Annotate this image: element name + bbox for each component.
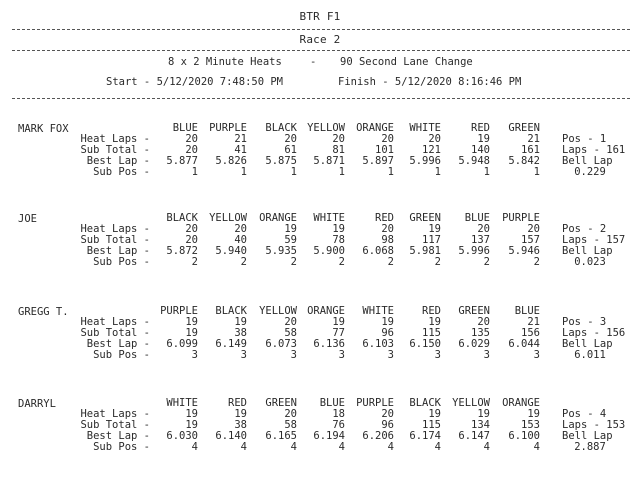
heat-laps-value: 20 [284, 316, 297, 328]
heat-laps-value: 18 [332, 408, 345, 420]
best-lap-value: 6.174 [409, 430, 441, 442]
heat-laps-value: 21 [527, 133, 540, 145]
sub-pos-value: 3 [290, 349, 297, 361]
sub-total-value: 20 [185, 144, 198, 156]
best-lap-value: 6.147 [458, 430, 490, 442]
position-summary: Pos - 4 [562, 408, 607, 420]
lane-header: PURPLE [209, 122, 247, 134]
sub-pos-label: Sub Pos - [93, 349, 150, 361]
heat-laps-label: Heat Laps - [80, 133, 150, 145]
lane-header: BLUE [514, 305, 540, 317]
sub-total-value: 101 [375, 144, 394, 156]
best-lap-value: 5.996 [458, 245, 490, 257]
divider [12, 98, 630, 99]
bell-lap-label: Bell Lap [562, 155, 613, 167]
sub-total-label: Sub Total - [80, 419, 150, 431]
heat-laps-value: 20 [284, 133, 297, 145]
sub-pos-value: 3 [387, 349, 394, 361]
sub-pos-value: 3 [338, 349, 345, 361]
position-summary: Pos - 2 [562, 223, 607, 235]
sub-pos-value: 4 [533, 441, 540, 453]
sub-total-label: Sub Total - [80, 144, 150, 156]
best-lap-value: 5.996 [409, 155, 441, 167]
laps-summary: Laps - 161 [562, 144, 626, 156]
sub-total-value: 38 [234, 327, 247, 339]
sub-total-value: 59 [284, 234, 297, 246]
heat-laps-value: 20 [477, 223, 490, 235]
lane-header: BLACK [409, 397, 441, 409]
sub-total-value: 96 [381, 327, 394, 339]
laps-summary: Laps - 153 [562, 419, 626, 431]
sub-pos-value: 1 [483, 166, 490, 178]
heat-laps-label: Heat Laps - [80, 408, 150, 420]
best-lap-value: 5.877 [166, 155, 198, 167]
best-lap-value: 6.149 [215, 338, 247, 350]
sub-pos-value: 1 [191, 166, 198, 178]
lane-header: WHITE [166, 397, 198, 409]
lane-header: GREEN [265, 397, 297, 409]
best-lap-value: 5.948 [458, 155, 490, 167]
sub-pos-value: 1 [338, 166, 345, 178]
lane-header: ORANGE [259, 212, 297, 224]
best-lap-value: 6.073 [265, 338, 297, 350]
sub-pos-value: 2 [191, 256, 198, 268]
lane-header: RED [422, 305, 441, 317]
best-lap-value: 5.875 [265, 155, 297, 167]
lane-header: WHITE [313, 212, 345, 224]
bell-lap-label: Bell Lap [562, 430, 613, 442]
sub-pos-value: 2 [290, 256, 297, 268]
best-lap-value: 6.194 [313, 430, 345, 442]
lane-header: ORANGE [307, 305, 345, 317]
lane-header: PURPLE [160, 305, 198, 317]
best-lap-label: Best Lap - [86, 338, 150, 350]
heat-laps-label: Heat Laps - [80, 223, 150, 235]
sub-total-value: 19 [185, 327, 198, 339]
sub-total-value: 78 [332, 234, 345, 246]
bell-lap-value: 6.011 [574, 349, 606, 361]
sub-pos-value: 1 [290, 166, 297, 178]
lane-header: WHITE [362, 305, 394, 317]
best-lap-value: 6.165 [265, 430, 297, 442]
sub-total-value: 117 [422, 234, 441, 246]
heat-laps-value: 20 [185, 133, 198, 145]
laps-summary: Laps - 156 [562, 327, 626, 339]
laps-summary: Laps - 157 [562, 234, 626, 246]
heat-laps-value: 20 [284, 408, 297, 420]
heat-laps-value: 20 [381, 223, 394, 235]
sub-pos-value: 1 [240, 166, 247, 178]
sub-total-value: 156 [521, 327, 540, 339]
lane-header: RED [228, 397, 247, 409]
best-lap-value: 6.150 [409, 338, 441, 350]
divider [12, 50, 630, 51]
best-lap-label: Best Lap - [86, 245, 150, 257]
sub-pos-label: Sub Pos - [93, 166, 150, 178]
lane-header: ORANGE [356, 122, 394, 134]
sub-total-value: 140 [471, 144, 490, 156]
race-name: Race 2 [299, 33, 341, 46]
best-lap-label: Best Lap - [86, 430, 150, 442]
best-lap-value: 6.103 [362, 338, 394, 350]
heat-laps-value: 20 [185, 223, 198, 235]
best-lap-value: 5.897 [362, 155, 394, 167]
lane-header: PURPLE [356, 397, 394, 409]
sub-total-value: 77 [332, 327, 345, 339]
best-lap-value: 6.136 [313, 338, 345, 350]
lane-header: BLUE [464, 212, 490, 224]
sub-pos-value: 4 [191, 441, 198, 453]
lane-header: BLUE [319, 397, 345, 409]
heat-laps-value: 19 [185, 316, 198, 328]
sub-pos-value: 4 [290, 441, 297, 453]
sub-total-value: 135 [471, 327, 490, 339]
position-summary: Pos - 3 [562, 316, 607, 328]
lane-change-rule: 90 Second Lane Change [340, 56, 473, 68]
heat-laps-value: 19 [381, 316, 394, 328]
sub-pos-value: 2 [533, 256, 540, 268]
heat-laps-value: 20 [428, 133, 441, 145]
sub-pos-label: Sub Pos - [93, 256, 150, 268]
driver-block [0, 123, 640, 213]
best-lap-label: Best Lap - [86, 155, 150, 167]
heats-format: 8 x 2 Minute Heats [168, 56, 282, 68]
sub-total-value: 115 [422, 419, 441, 431]
lane-header: GREEN [409, 212, 441, 224]
sub-pos-value: 3 [191, 349, 198, 361]
heat-laps-value: 19 [234, 316, 247, 328]
lane-header: GREEN [508, 122, 540, 134]
best-lap-value: 6.100 [508, 430, 540, 442]
bell-lap-label: Bell Lap [562, 338, 613, 350]
heat-laps-value: 19 [332, 316, 345, 328]
lane-header: YELLOW [307, 122, 345, 134]
heat-laps-value: 21 [527, 316, 540, 328]
start-time: Start - 5/12/2020 7:48:50 PM [106, 76, 284, 88]
heat-laps-value: 20 [234, 223, 247, 235]
lane-header: BLACK [265, 122, 297, 134]
report-title: BTR F1 [299, 10, 341, 23]
best-lap-value: 6.140 [215, 430, 247, 442]
best-lap-value: 5.871 [313, 155, 345, 167]
sub-pos-value: 2 [338, 256, 345, 268]
sub-total-value: 76 [332, 419, 345, 431]
sub-total-value: 121 [422, 144, 441, 156]
best-lap-value: 5.940 [215, 245, 247, 257]
sub-pos-label: Sub Pos - [93, 441, 150, 453]
lane-header: YELLOW [452, 397, 490, 409]
heat-laps-value: 20 [477, 316, 490, 328]
sub-total-value: 19 [185, 419, 198, 431]
sub-total-value: 137 [471, 234, 490, 246]
sub-total-value: 98 [381, 234, 394, 246]
lane-header: GREEN [458, 305, 490, 317]
heat-laps-value: 20 [381, 408, 394, 420]
sub-total-value: 20 [185, 234, 198, 246]
sub-pos-value: 4 [483, 441, 490, 453]
format-separator: - [310, 56, 317, 68]
lane-header: YELLOW [259, 305, 297, 317]
sub-pos-value: 1 [434, 166, 441, 178]
heat-laps-value: 19 [477, 408, 490, 420]
best-lap-value: 5.935 [265, 245, 297, 257]
best-lap-value: 5.826 [215, 155, 247, 167]
heat-laps-value: 19 [428, 316, 441, 328]
driver-block [0, 306, 640, 396]
sub-pos-value: 1 [387, 166, 394, 178]
sub-total-value: 134 [471, 419, 490, 431]
sub-pos-value: 3 [533, 349, 540, 361]
sub-total-value: 161 [521, 144, 540, 156]
driver-name: GREGG T. [18, 306, 69, 318]
driver-block [0, 213, 640, 303]
sub-pos-value: 1 [533, 166, 540, 178]
sub-pos-value: 4 [240, 441, 247, 453]
heat-laps-label: Heat Laps - [80, 316, 150, 328]
sub-total-value: 38 [234, 419, 247, 431]
best-lap-value: 5.900 [313, 245, 345, 257]
lane-header: ORANGE [502, 397, 540, 409]
bell-lap-value: 2.887 [574, 441, 606, 453]
bell-lap-label: Bell Lap [562, 245, 613, 257]
driver-name: DARRYL [18, 398, 56, 410]
lane-header: WHITE [409, 122, 441, 134]
bell-lap-value: 0.023 [574, 256, 606, 268]
lane-header: BLACK [215, 305, 247, 317]
lane-header: BLUE [172, 122, 198, 134]
heat-laps-value: 19 [527, 408, 540, 420]
best-lap-value: 6.029 [458, 338, 490, 350]
lane-header: YELLOW [209, 212, 247, 224]
heat-laps-value: 20 [381, 133, 394, 145]
sub-total-value: 61 [284, 144, 297, 156]
sub-total-value: 58 [284, 419, 297, 431]
best-lap-value: 6.044 [508, 338, 540, 350]
finish-time: Finish - 5/12/2020 8:16:46 PM [338, 76, 522, 88]
divider [12, 29, 630, 30]
sub-pos-value: 3 [434, 349, 441, 361]
lane-header: RED [471, 122, 490, 134]
sub-pos-value: 3 [483, 349, 490, 361]
heat-laps-value: 19 [477, 133, 490, 145]
best-lap-value: 6.206 [362, 430, 394, 442]
sub-total-label: Sub Total - [80, 234, 150, 246]
heat-laps-value: 19 [284, 223, 297, 235]
sub-pos-value: 2 [387, 256, 394, 268]
sub-total-value: 40 [234, 234, 247, 246]
sub-pos-value: 2 [483, 256, 490, 268]
heat-laps-value: 20 [332, 133, 345, 145]
bell-lap-value: 0.229 [574, 166, 606, 178]
sub-pos-value: 4 [338, 441, 345, 453]
position-summary: Pos - 1 [562, 133, 607, 145]
heat-laps-value: 19 [185, 408, 198, 420]
sub-total-value: 153 [521, 419, 540, 431]
lane-header: BLACK [166, 212, 198, 224]
heat-laps-value: 19 [332, 223, 345, 235]
best-lap-value: 6.030 [166, 430, 198, 442]
sub-total-value: 41 [234, 144, 247, 156]
best-lap-value: 5.981 [409, 245, 441, 257]
driver-name: JOE [18, 213, 37, 225]
driver-block [0, 398, 640, 488]
sub-total-value: 157 [521, 234, 540, 246]
sub-pos-value: 4 [434, 441, 441, 453]
heat-laps-value: 19 [428, 408, 441, 420]
best-lap-value: 6.099 [166, 338, 198, 350]
best-lap-value: 5.842 [508, 155, 540, 167]
sub-total-value: 58 [284, 327, 297, 339]
heat-laps-value: 20 [527, 223, 540, 235]
heat-laps-value: 19 [234, 408, 247, 420]
sub-pos-value: 3 [240, 349, 247, 361]
best-lap-value: 5.946 [508, 245, 540, 257]
best-lap-value: 5.872 [166, 245, 198, 257]
sub-total-value: 96 [381, 419, 394, 431]
sub-pos-value: 2 [240, 256, 247, 268]
heat-laps-value: 21 [234, 133, 247, 145]
driver-name: MARK FOX [18, 123, 69, 135]
sub-total-label: Sub Total - [80, 327, 150, 339]
best-lap-value: 6.068 [362, 245, 394, 257]
sub-pos-value: 4 [387, 441, 394, 453]
heat-laps-value: 19 [428, 223, 441, 235]
lane-header: RED [375, 212, 394, 224]
sub-pos-value: 2 [434, 256, 441, 268]
sub-total-value: 115 [422, 327, 441, 339]
lane-header: PURPLE [502, 212, 540, 224]
sub-total-value: 81 [332, 144, 345, 156]
